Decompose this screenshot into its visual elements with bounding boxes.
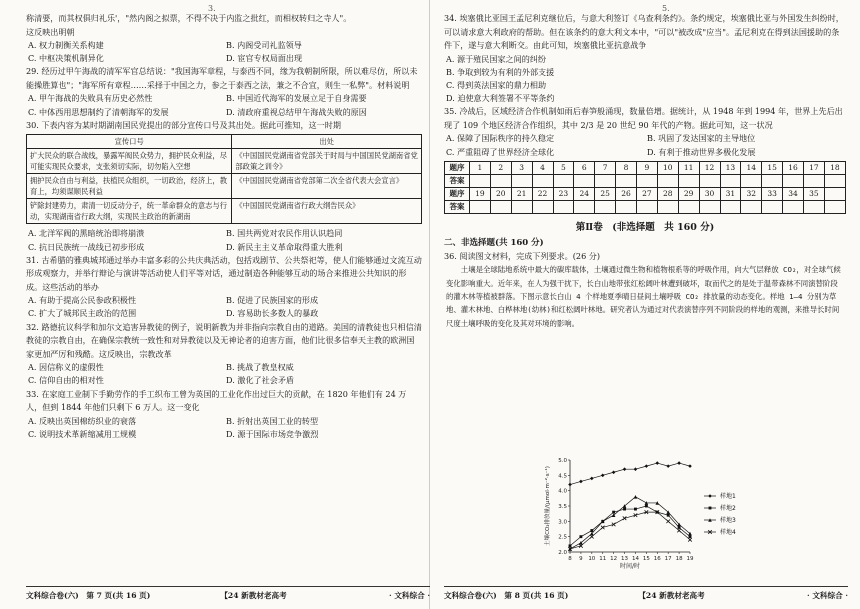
data-point [655,461,659,465]
option: B. 巩固了发达国家的主导地位 [647,133,756,144]
answer-cell [616,174,637,187]
question-number: 27 [637,187,658,200]
x-tick-label: 19 [686,556,694,562]
data-point [579,480,583,484]
question-number: 26 [616,187,637,200]
answer-cell [574,200,595,213]
answer-cell [574,174,595,187]
option: C. 扩大了城邦民主政治的范围 [28,308,137,319]
legend-label: 样地2 [720,505,736,512]
answer-cell [532,200,553,213]
data-point [590,529,593,532]
q29-options [26,39,422,65]
answer-cell [470,200,491,213]
data-point [623,508,626,511]
answer-cell [741,174,762,187]
legend-label: 样地3 [720,517,736,524]
data-point [601,474,605,478]
answer-cell [616,200,637,213]
question-number: 7 [595,161,616,174]
option: D. 迫使意大利签署不平等条约 [446,93,555,104]
y-tick-label: 4.5 [558,473,567,480]
option: B. 争取到较为有利的外部支援 [446,66,555,77]
question-33-options [26,415,422,441]
answer-cell [783,174,804,187]
question-36: 36. 阅读图文材料，完成下列要求。(26 分) [444,250,601,261]
question-34-options [444,53,846,106]
question-30: 30. 下表内容为某时期湖南国民党提出的部分宣传口号及其出处。据此可推知，这一时期 [26,119,341,130]
answer-cell [470,174,491,187]
answer-cell [553,174,574,187]
data-point [677,461,681,465]
answer-cell [741,200,762,213]
table-header: 宣传口号 [27,135,232,149]
option: C. 中体西用思想制约了清朝海军的发展 [28,106,169,117]
question-number: 1 [470,161,491,174]
data-point [677,529,681,533]
question-number: 15 [762,161,783,174]
data-point [667,514,670,517]
question-number: 9 [637,161,658,174]
question-number: 3 [511,161,532,174]
answer-cell [762,174,783,187]
option: C. 严重阻碍了世界经济全球化 [446,146,555,157]
data-point [678,526,681,529]
question-number: 25 [595,187,616,200]
answer-cell [720,174,741,187]
question-35-options [444,132,846,158]
slogan-table [26,134,422,224]
answer-cell [637,200,658,213]
data-point [666,520,670,524]
question-number: 35 [804,187,825,200]
answer-grid-label: 题序 [445,187,470,200]
data-point [708,494,712,498]
footer-series: 【24 新教材老高考 [220,591,287,600]
x-tick-label: 18 [675,556,683,562]
question-number: 33 [762,187,783,200]
question-number: 2 [490,161,511,174]
data-point [634,508,637,511]
answer-cell [595,174,616,187]
option: B. 中国近代海军的发展立足于自身需要 [226,93,367,104]
answer-cell [532,174,553,187]
question-30-options [26,227,422,253]
option: B. 挑战了教皇权威 [226,362,294,373]
x-tick-label: 13 [621,556,629,562]
question-number: 13 [720,161,741,174]
table-cell: 《中国国民党湖南省党部关于时局与中国国民党湖南省党部政策之训令》 [232,149,422,174]
footer-subject: · 文科综合 · [389,591,430,600]
answer-cell [699,200,720,213]
answer-grid-label: 答案 [445,200,470,213]
option: A. 北洋军阀的黑暗统治即将崩溃 [28,228,145,239]
data-point [689,535,692,538]
table-row [27,174,422,199]
question-number: 29 [678,187,699,200]
answer-cell [678,200,699,213]
question-32-options [26,361,422,387]
series-line [570,497,690,549]
option: A. 有助于提高公民参政积极性 [28,295,137,306]
option: D. 容易助长多数人的暴政 [226,308,319,319]
table-row [27,149,422,174]
question-34: 34. 埃塞俄比亚国王孟尼利克继位后，与意大利签订《乌查利条约》。条约规定，埃塞俄比亚与外国发生纠纷时，可以请求意大利政府的帮助。但在该条约的意大利文本中，"可以"被改成"应当"。孟尼利克在得到法国援助的条件下，遂与意大利断交。由此可知，埃塞俄比亚抗意战争 [444,13,844,50]
question-number: 18 [824,161,845,174]
answer-grid-label: 答案 [445,174,470,187]
question-32: 32. 路德抗议科学和加尔文追害异教徒的例子，说明新教为并非指向宗教自由的道路。美国的清教徒也只相信清教徒的宗教自由，在确保宗教统一致性和对异教徒以及无神论者的迫害方面，他们比很多信奉天主教的欧洲国家更加严厉和残酷。这反映出，宗教改革 [26,321,422,359]
q29-continuation: 称清要，而其权俱归礼乐'，"然内阁之拟票，不得不决于内监之批红，而相权转归之寺人"。 [26,13,352,23]
option: B. 促进了民族国家的形成 [226,295,319,306]
y-tick-label: 5.0 [558,458,567,464]
question-number: 31 [720,187,741,200]
x-tick-label: 16 [653,556,661,562]
answer-cell [657,200,678,213]
data-point [688,538,692,542]
question-number: 4 [532,161,553,174]
question-number: 11 [678,161,699,174]
table-cell: 铲除封建势力，肃清一切反动分子，统一革命群众的意志与行动，实现湖南省行政大纲，实现民主政治的新湖南 [27,199,232,224]
data-point [569,544,572,547]
question-number: 21 [511,187,532,200]
option: A. 因信称义的虚假性 [28,362,104,373]
question-29: 29. 经历过甲午海战的清军军官总结说："我国海军章程，与泰西不同，缘为我朝制所限，所以难尽仿，所以未能操胜算也"；"海军所有章程……采择于中国之力，参之于泰西之法，兼之不合宜，则生一私弊"。材料说明 [26,66,418,90]
x-tick-label: 14 [631,556,639,562]
co2-emission-chart [540,452,770,580]
question-number: 12 [699,161,720,174]
answer-cell [657,174,678,187]
y-tick-label: 2.5 [558,534,567,541]
y-axis-label: 土壤CO₂排放量/(μmol·m⁻²·s⁻¹) [545,466,551,546]
footer-series: 【24 新教材老高考 [638,591,705,600]
option: C. 得到英法国家的鼎力相助 [446,79,547,90]
data-point [666,464,670,468]
section-subtitle: 二、非选择题(共 160 分) [444,237,544,248]
question-number: 16 [783,161,804,174]
table-cell: 《中国国民党湖南省党部第二次全省代表大会宣言》 [232,174,422,199]
option: A. 保障了国际秩序的持久稳定 [446,133,555,144]
footer-rule [26,586,430,587]
question-number: 32 [741,187,762,200]
table-row [27,199,422,224]
legend-label: 样地1 [720,493,736,500]
answer-cell [490,200,511,213]
answer-cell [824,174,845,187]
y-tick-label: 3.0 [558,519,567,526]
data-point [709,507,712,510]
page-mark: 5. [662,4,670,13]
question-number: 19 [470,187,491,200]
option: B. 国共两党对农民作用认识趋同 [226,228,343,239]
series-line [570,463,690,484]
x-axis-label: 时间/时 [619,563,641,570]
question-number: 6 [574,161,595,174]
data-point [645,505,648,508]
data-point [623,467,627,471]
answer-grid-label: 题序 [445,161,470,174]
option: D. 新民主主义革命取得重大胜利 [226,241,343,252]
option: D. 源于国际市场竞争激烈 [226,428,319,439]
data-point [645,464,649,468]
answer-cell [804,200,825,213]
x-tick-label: 12 [610,556,618,562]
question-number: 28 [657,187,678,200]
table-header: 出处 [232,135,422,149]
option: A. 源于殖民国家之间的纠纷 [446,53,547,64]
answer-cell [490,174,511,187]
x-tick-label: 17 [664,556,672,562]
question-number: 24 [574,187,595,200]
page-mark: 3. [208,4,216,13]
y-tick-label: 4.0 [558,488,567,495]
option: C. 抗日民族统一战线已初步形成 [28,241,145,252]
option: B. 折射出英国工业的转型 [226,415,319,426]
answer-cell [699,174,720,187]
footer-page: 文科综合卷(六) 第 7 页(共 16 页) [26,591,151,600]
option: A. 权力制衡关系构建 [28,40,104,50]
question-number: 5 [553,161,574,174]
answer-cell [595,200,616,213]
answer-cell [762,200,783,213]
option: C. 说明技术革新缩减用工规模 [28,428,137,439]
question-number: 34 [783,187,804,200]
answer-grid [444,161,846,214]
data-point [612,511,615,514]
option: C. 信仰自由的相对性 [28,375,104,386]
question-36-material: 土壤是全球陆地系统中最大的碳库载体，土壤通过微生物和植物根系等的呼吸作用，向大气层释放 CO₂，对全球气候变化影响重大。近年来，在人为强干扰下，长白山地带张红松阔叶林遭到破坏，取而代之的是处于温带森林不同演替阶段的灌木林等植被群落。下图示意长白山 4 个样地夏季晴日昼间土壤呼吸 CO₂ 排放量的动态变化。样地 1—4 分别为草地、灌木林地、白桦林地(幼林)和红松阔叶林地。研究者认为通过对代表演替序列不同阶段的样地的观测，来推导长时间尺度土壤呼吸的变化及其对环境的影响。 [446,265,841,328]
data-point [590,535,594,539]
answer-cell [824,200,845,213]
question-number: 30 [699,187,720,200]
answer-cell [804,174,825,187]
option: C. 中枢决策机制异化 [28,53,104,64]
legend-label: 样地4 [720,529,736,536]
x-tick-label: 10 [588,556,596,562]
option: A. 甲午海战的失败具有历史必然性 [28,93,153,104]
section-title: 第Ⅱ卷 (非选择题 共 160 分) [575,221,715,233]
table-cell: 拥护民众自由与利益，扶植民众组织，一切政治，经济上，教育上，均须谋顺民利益 [27,174,232,199]
option: D. 激化了社会矛盾 [226,375,295,386]
data-point [634,495,638,499]
series-line [570,512,690,549]
question-35: 35. 冷战后，区域经济合作机制如雨后春笋般涌现，数量倍增。据统计，从 1948 年到 1994 年，世界上先后出现了 109 个地区经济合作组织，其中 2/3 是 20 世纪 90 年代的产物。据此可知，这一状况 [444,106,843,130]
answer-cell [824,187,845,200]
data-point [688,464,692,468]
question-31-options [26,294,422,320]
data-point [568,483,572,487]
option: D. 有利于推动世界多极化发展 [647,146,756,157]
answer-cell [637,174,658,187]
option: D. 宦官专权局面出现 [226,53,303,64]
answer-cell [783,200,804,213]
footer-page: 文科综合卷(六) 第 8 页(共 16 页) [444,591,569,600]
question-number: 17 [804,161,825,174]
answer-cell [678,174,699,187]
table-cell: 《中国国民党湖南省行政大纲告民众》 [232,199,422,224]
left-footer [26,590,430,601]
data-point [612,470,616,474]
answer-cell [511,174,532,187]
chart-svg [540,452,770,580]
answer-cell [553,200,574,213]
option: A. 反映出英国棉纺织业的衰落 [28,415,137,426]
data-point [590,477,594,481]
question-33: 33. 在家庭工业制下手勤劳作的手工织布工曾为英国的工业化作出过巨大的贡献，在 1820 年他们有 24 万人，但到 1844 年他们只剩下 6 万人。这一变化 [26,388,407,413]
data-point [579,535,582,538]
question-number: 8 [616,161,637,174]
right-footer [444,590,848,601]
question-number: 10 [657,161,678,174]
question-number: 23 [553,187,574,200]
option: D. 清政府重视总结甲午海战失败的原因 [226,106,367,117]
x-tick-label: 8 [568,556,572,562]
footer-subject: · 文科综合 · [807,591,848,600]
question-number: 22 [532,187,553,200]
question-29-options [26,92,422,118]
answer-cell [720,200,741,213]
table-cell: 扩大民众的联合战线，暴露军阀民众势力，拥护民众利益，尽可能实现民众要求，支张须切实际，切勿陷入空想 [27,149,232,174]
x-tick-label: 9 [579,556,583,562]
data-point [634,467,638,471]
y-tick-label: 2.0 [558,550,567,556]
answer-cell [511,200,532,213]
x-tick-label: 15 [642,556,650,562]
question-31: 31. 古希腊的雅典城邦通过举办丰富多彩的公共庆典活动，包括戏剧节、公共祭祀等，使人们能够通过文流互动形成观察力，并举行辩论与演讲等活动使人们平等对话，通过制造各种能够互动的场合来推进公共知识的形成。这些活动的举办 [26,254,422,292]
option: B. 内阁受司礼监领导 [226,40,302,50]
question-number: 20 [490,187,511,200]
question-number: 14 [741,161,762,174]
footer-rule [444,586,848,587]
q29-stem-end: 这反映出明朝 [26,26,75,37]
x-tick-label: 11 [599,556,607,562]
y-tick-label: 3.5 [558,504,567,510]
